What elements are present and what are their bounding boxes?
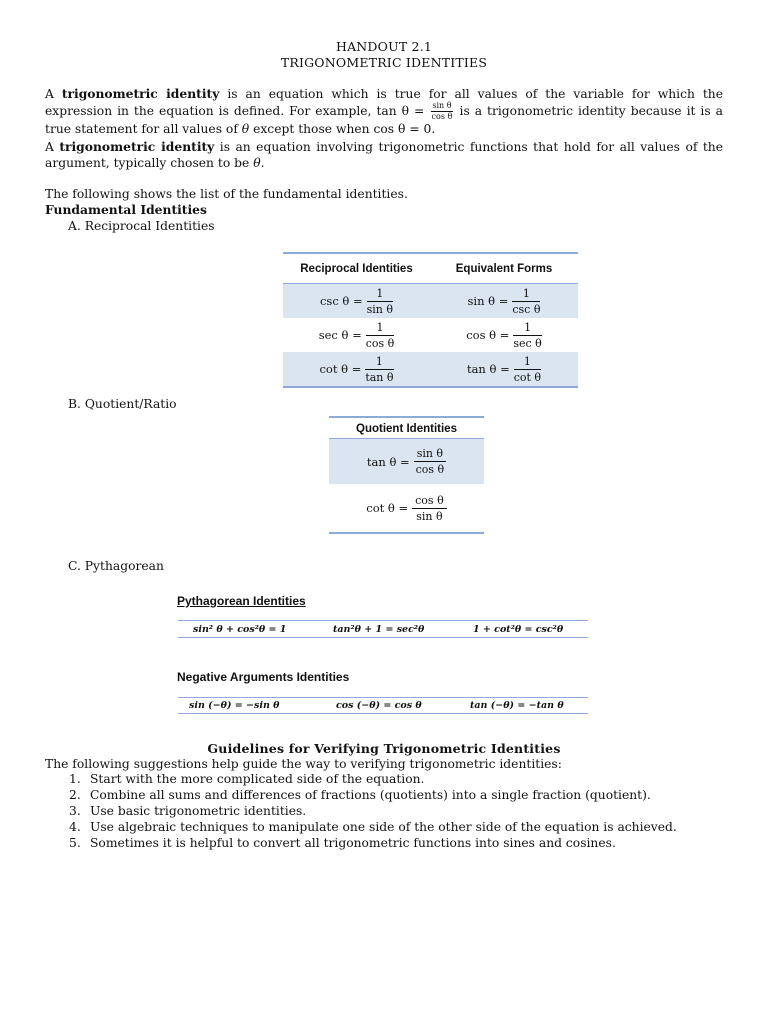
cell-lhs: csc θ = [319, 294, 363, 308]
list-item-text: Combine all sums and differences of fractions (quotients) into a single fraction (quotient). [90, 788, 651, 802]
guidelines-list [45, 771, 725, 851]
cell-lhs: tan θ = [466, 362, 510, 376]
negative-rule-top [178, 697, 588, 698]
cell-lhs: sin θ = [467, 294, 509, 308]
pythagorean-rule-top [178, 620, 588, 621]
cell-fraction [512, 288, 540, 315]
quotient-label: B. Quotient/Ratio [68, 397, 177, 411]
list-intro: The following shows the list of the fundamental identities. [45, 187, 408, 201]
cell-numerator: sin θ [414, 448, 446, 462]
p1-example-equation [376, 101, 454, 122]
table-rule-bottom [283, 386, 578, 388]
p1-eq-lhs: tan θ = [376, 104, 430, 119]
cell-numerator: 1 [514, 356, 541, 370]
cell-denominator: cos θ [415, 463, 445, 476]
quotient-header: Quotient Identities [356, 423, 457, 435]
list-item-text: Sometimes it is helpful to convert all trigonometric functions into sines and cosines. [90, 836, 616, 850]
p2-text-a: A [45, 140, 60, 154]
cell-numerator: 1 [367, 288, 393, 302]
p1-theta: θ [241, 122, 250, 137]
cell-fraction [412, 495, 447, 522]
list-item-text: Start with the more complicated side of the equation. [90, 772, 425, 786]
equivalent-cell [430, 352, 578, 386]
cell-fraction [365, 356, 393, 383]
cell-lhs: cot θ = [366, 501, 409, 515]
cell-numerator: cos θ [412, 495, 447, 509]
negative-eq-2: cos (−θ) = cos θ [336, 700, 422, 711]
p1-end: . [431, 122, 436, 137]
table-rule-top [329, 416, 484, 418]
list-item-number: 1. [69, 772, 81, 786]
guidelines-intro: The following suggestions help guide the way to verifying trigonometric identities: [45, 757, 562, 771]
list-item-text: Use basic trigonometric identities. [90, 804, 307, 818]
list-item-number: 3. [69, 804, 81, 818]
table-row [283, 284, 578, 318]
negative-header: Negative Arguments Identities [177, 670, 350, 684]
table-rule-top [283, 252, 578, 254]
reciprocal-cell [283, 284, 430, 318]
equivalent-col-header: Equivalent Forms [455, 263, 553, 275]
pythagorean-label: C. Pythagorean [68, 559, 164, 573]
cell-denominator: cos θ [365, 336, 395, 350]
cell-fraction [366, 322, 395, 349]
p1-eq-fraction [431, 102, 452, 121]
p1-text-a: A [45, 87, 62, 101]
definition-paragraph-1 [45, 86, 723, 138]
cell-denominator: sin θ [416, 509, 443, 523]
cell-fraction [513, 322, 541, 349]
reciprocal-label: A. Reciprocal Identities [68, 219, 215, 233]
pythagorean-eq-3: 1 + cot²θ = csc²θ [473, 624, 564, 635]
cell-numerator: 1 [365, 356, 393, 370]
p1-condition: cos θ = 0 [373, 122, 432, 137]
cell-numerator: 1 [366, 322, 395, 336]
reciprocal-cell [283, 318, 430, 352]
cell-lhs: cos θ = [466, 328, 510, 342]
reciprocal-table [283, 252, 578, 387]
reciprocal-col-header: Reciprocal Identities [300, 263, 413, 275]
p1-eq-numerator: sin θ [432, 101, 452, 111]
table-rule-bottom [329, 532, 484, 534]
cell-lhs: sec θ = [318, 328, 362, 342]
p1-text-d: except those when [249, 122, 374, 137]
list-item-number: 2. [69, 788, 81, 802]
handout-number: HANDOUT 2.1 [335, 39, 433, 54]
p1-eq-denominator: cos θ [431, 112, 453, 122]
list-item [45, 819, 725, 835]
pythagorean-header: Pythagorean Identities [177, 594, 306, 608]
table-row [329, 439, 484, 484]
fundamental-heading: Fundamental Identities [45, 202, 207, 217]
table-row [283, 352, 578, 386]
cell-numerator: 1 [513, 322, 541, 336]
negative-eq-3: tan (−θ) = −tan θ [470, 700, 564, 711]
list-item [45, 771, 725, 787]
cell-lhs: cot θ = [319, 362, 362, 376]
cell-denominator: csc θ [512, 302, 541, 316]
cell-denominator: sin θ [366, 302, 394, 316]
equivalent-cell [430, 318, 578, 352]
cell-lhs: tan θ = [366, 454, 410, 469]
p1-term: trigonometric identity [61, 86, 220, 101]
pythagorean-eq-2: tan²θ + 1 = sec²θ [333, 624, 425, 635]
pythagorean-rule-bottom [178, 637, 588, 638]
p2-theta: θ [253, 156, 261, 171]
list-item [45, 803, 725, 819]
list-item-text: Use algebraic techniques to manipulate one side of the other side of the equation is achieved. [90, 820, 677, 834]
list-item-number: 4. [69, 820, 81, 834]
p1-text-b: is an equation which is true for all values of the variable for which the expression in the equation is defined. For example, [45, 87, 723, 119]
cell-fraction [514, 356, 541, 383]
list-item [45, 835, 725, 851]
reciprocal-cell [283, 352, 430, 386]
table-row [329, 484, 484, 532]
cell-fraction [367, 288, 393, 315]
page-title: TRIGONOMETRIC IDENTITIES [280, 55, 488, 70]
cell-numerator: 1 [512, 288, 540, 302]
cell-denominator: cot θ [513, 370, 542, 384]
p2-term: trigonometric identity [59, 139, 215, 154]
negative-rule-bottom [178, 713, 588, 714]
guidelines-heading: Guidelines for Verifying Trigonometric Identities [207, 741, 561, 756]
cell-denominator: tan θ [365, 370, 394, 384]
pythagorean-eq-1: sin² θ + cos²θ = 1 [193, 624, 287, 635]
equivalent-cell [430, 284, 578, 318]
negative-eq-1: sin (−θ) = −sin θ [189, 700, 280, 711]
p2-text-b: is an equation involving trigonometric functions that hold for all values of the argument, typically chosen to be [45, 140, 723, 171]
cell-fraction [414, 448, 446, 475]
p2-end: . [260, 156, 265, 171]
list-item [45, 787, 725, 803]
quotient-table [329, 416, 484, 534]
cell-denominator: sec θ [513, 336, 542, 350]
list-item-number: 5. [69, 836, 81, 850]
table-row [283, 318, 578, 352]
definition-paragraph-2 [45, 139, 723, 172]
p1-text-c: is a trigonometric identity because it is a true statement for all values of [45, 104, 723, 137]
